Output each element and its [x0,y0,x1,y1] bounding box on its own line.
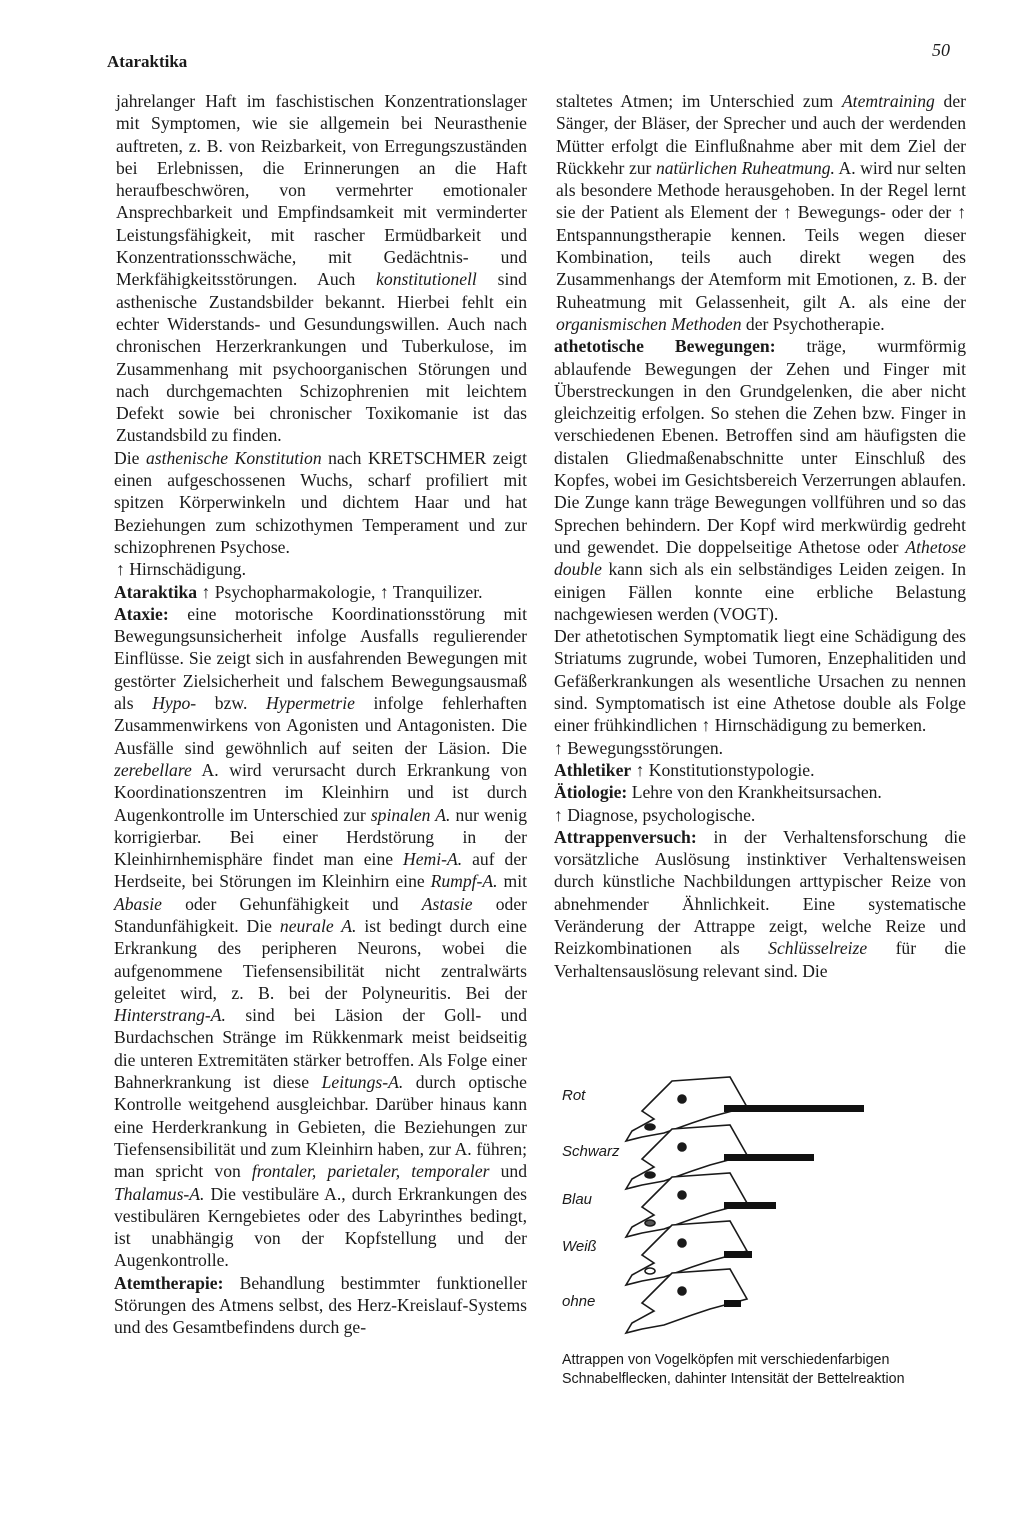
figure-label-rot: Rot [562,1087,586,1104]
paragraph: Der athetotischen Symptomatik liegt eine Schädigung des Striatums zugrunde, wobei Tumoren, Enzephalitiden und Gefäßerkrankungen als wesentliche Ursachen zu nennen sind. Symptomatisch ist eine Athetose double als Folge einer frühkindlichen ↑ Hirnschädigung zu bemerken. [554,626,966,736]
bird-head-figure [562,1075,972,1335]
caption-line: Attrappen von Vogelköpfen mit verschiedenfarbigen [562,1352,890,1368]
cross-reference: ↑ Bewegungsstörungen. [554,737,724,758]
entry-attrappenversuch: Attrappenversuch: in der Verhaltensforschung die vorsätzliche Auslösung instinktiver Verhaltensweisen durch künstliche Nachbildungen arttypischer Reize von abnehmender Ähnlichkeit. Eine systematische Veränderung der Attrappe zeigt, welche Reize und Reizkombinationen als Schlüsselreize für die Verhaltensauslösung relevant sind. Die [554,826,966,981]
entry-headword: Athletiker [554,759,632,780]
intensity-bar [724,1251,752,1258]
figure-label-schwarz: Schwarz [562,1143,620,1160]
entry-headword: Ataxie: [114,603,169,624]
left-column [116,90,527,1339]
intensity-bar [724,1202,776,1209]
entry-headword: Atemtherapie: [114,1272,224,1293]
figure-label-blau: Blau [562,1191,593,1208]
entry-athletiker: Athletiker ↑ Konstitutionstypologie. [554,759,815,780]
entry-aetiologie: Ätiologie: Lehre von den Krankheitsursachen. [554,782,882,803]
intensity-bar [724,1105,864,1112]
entry-ataraktika: Ataraktika ↑ Psychopharmakologie, ↑ Tranquilizer. [114,581,483,602]
entry-headword: Attrappenversuch: [554,826,697,847]
paragraph: jahrelanger Haft im faschistischen Konzentrationslager mit Symptomen, wie sie allgemein bei Neurasthenie auftreten, z. B. von Reizbarkeit, von Erregungszuständen bei Erlebnissen, die Erinnerungen an die Haft heraufbeschwören, von vermehrter emotionaler Ansprechbarkeit und Empfindsamkeit mit verminderter Leistungsfähigkeit, mit rascher Ermüdbarkeit und Konzentrationsschwäche, mit Gedächtnis- und Merkfähigkeitsstörungen. Auch konstitutionell sind asthenische Zustandsbilder bekannt. Hierbei fehlt ein echter Widerstands- und Gesundungswillen. Auch nach chronischen Herzerkrankungen und Tuberkulose, im Zusammenhang mit psychoorganischen Störungen und nach durchgemachten Schizophrenien mit leichtem Defekt sowie bei chronischer Toxikomanie ist das Zustandsbild zu finden. [116,91,527,446]
paragraph: staltetes Atmen; im Unterschied zum Atemtraining der Sänger, der Bläser, der Sprecher und auch der werdenden Mütter erfolgt die Einflußnahme aber mit dem Ziel der Rückkehr zur natürlichen Ruheatmung. A. wird nur selten als besondere Methode herausgehoben. In der Regel lernt sie der Patient als Element der ↑ Bewegungs- oder der ↑ Entspannungstherapie kennen. Teils wegen dieser Kombination, teils auch direkt wegen des Zusammenhangs der Atemform mit Emotionen, z. B. der Ruheatmung mit Gelassenheit, gilt A. als eine der organismischen Methoden der Psychotherapie. [556,91,967,334]
intensity-bar [724,1300,741,1307]
intensity-bar [724,1154,814,1161]
figure-label-ohne: ohne [562,1293,596,1310]
figure-label-weiss: Weiß [562,1238,597,1255]
entry-headword: Ätiologie: [554,782,628,803]
entry-headword: athetotische Bewegungen: [554,336,776,357]
entry-athetotische-bewegungen: athetotische Bewegungen: träge, wurmförmig ablaufende Bewegungen der Zehen und Finger mit Überstreckungen in den Grundgelenken, die aber nicht gleichzeitig erfolgen. So stehen die Zehen bzw. Finger in verschiedenen Ebenen. Betroffen sind am häufigsten die distalen Gliedmaßenabschnitte unter Einschluß des Kopfes, wobei im Gesichtsbereich Verzerrungen ablaufen. Die Zunge kann träge Bewegungen vollführen und so das Sprechen behindern. Der Kopf wird merkwürdig gedreht und gewendet. Die doppelseitige Athetose oder Athetose double kann sich als ein selbständiges Leiden zeigen. In einigen Fällen konnte eine erbliche Belastung nachgewiesen werden (VOGT). [554,336,966,624]
figure-caption [562,1351,982,1389]
paragraph: Die asthenische Konstitution nach KRETSCHMER zeigt einen aufgeschossenen Wuchs, scharf profiliert mit spitzen Körperwinkeln und dichtem Haar und hat Beziehungen zum schizothymen Temperament und zur schizophrenen Psychose. [114,447,527,557]
running-head: Ataraktika [107,52,188,71]
caption-line: Schnabelflecken, dahinter Intensität der Bettelreaktion [562,1371,905,1387]
right-column [556,90,966,982]
page-number: 50 [932,40,950,60]
cross-reference: ↑ Diagnose, psychologische. [554,804,756,825]
entry-headword: Ataraktika [114,581,198,602]
cross-reference: ↑ Hirnschädigung. [116,559,246,580]
entry-atemtherapie: Atemtherapie: Behandlung bestimmter funktioneller Störungen des Atmens selbst, des Herz-Kreislauf-Systems und des Gesamtbefindens durch ge- [114,1272,527,1338]
entry-ataxie: Ataxie: eine motorische Koordinationsstörung mit Bewegungsunsicherheit infolge Ausfalls regulierender Einflüsse. Sie zeigt sich in ausfahrenden Bewegungen mit gestörter Zielsicherheit und falschem Bewegungsausmaß als Hypo- bzw. Hypermetrie infolge fehlerhaften Zusammenwirkens von Agonisten und Antagonisten. Die Ausfälle sind gewöhnlich auf seiten der Läsion. Die zerebellare A. wird verursacht durch Erkrankung von Koordinationszentren im Kleinhirn und ist durch Augenkontrolle im Unterschied zur spinalen A. nur wenig korrigierbar. Bei einer Herdstörung in der Kleinhirnhemisphäre findet man eine Hemi-A. auf der Herdseite, bei Störungen im Kleinhirn eine Rumpf-A. mit Abasie oder Gehunfähigkeit und Astasie oder Standunfähigkeit. Die neurale A. ist bedingt durch eine Erkrankung des peripheren Neurons, wobei die aufgenommene Tiefensensibilität nicht zentralwärts geleitet wird, z. B. bei der Polyneuritis. Bei der Hinterstrang-A. sind bei Läsion der Goll- und Burdachschen Stränge im Rükkenmark meist beidseitig die unteren Extremitäten stärker betroffen. Als Folge einer Bahnerkrankung ist diese Leitungs-A. durch optische Kontrolle weitgehend ausgleichbar. Darüber hinaus kann eine Herderkrankung in Gebieten, die Beziehungen zur Tiefensensibilität und zum Kleinhirn haben, zur A. führen; man spricht von frontaler, parietaler, temporaler und Thalamus-A. Die vestibuläre A., durch Erkrankungen des vestibulären Kerngebietes oder des Labyrinthes bedingt, ist unabhängig von der Kopfstellung und der Augenkontrolle. [114,603,528,1271]
